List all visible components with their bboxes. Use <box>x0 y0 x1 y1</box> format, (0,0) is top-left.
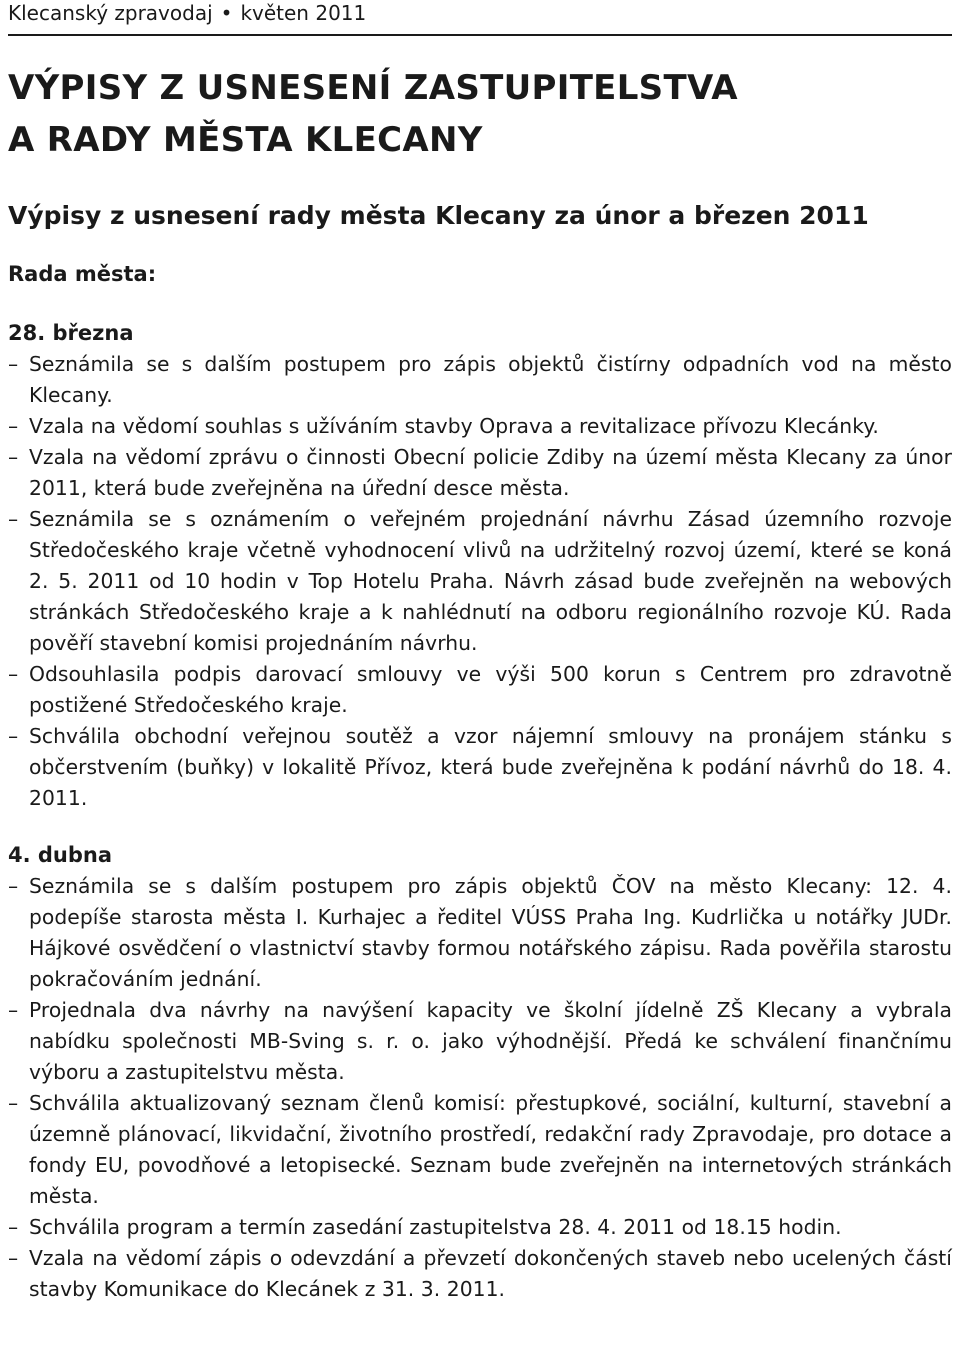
item-text: Seznámila se s dalším postupem pro zápis objektů ČOV na město Klecany: 12. 4. podepíše starosta města I. Kurhajec a ředitel VÚSS Praha Ing. Kudrlička u notářky JUDr. Hájkové osvědčení o vlastnictví stavby formou notářského zápisu. Rada pověřila starostu pokračováním jednání. <box>29 874 952 991</box>
item-text: Vzala na vědomí zápis o odevzdání a převzetí dokončených staveb nebo ucelených částí stavby Komunikace do Klecánek z 31. 3. 2011. <box>29 1246 952 1301</box>
issue-date: květen 2011 <box>240 1 367 25</box>
dash-bullet: – <box>8 352 19 376</box>
list-item <box>8 411 952 442</box>
item-text: Projednala dva návrhy na navýšení kapacity ve školní jídelně ZŠ Klecany a vybrala nabídku společnosti MB-Sving s. r. o. jako výhodnější. Předá ke schválení finančnímu výboru a zastupitelstvu města. <box>29 998 952 1084</box>
dash-bullet: – <box>8 507 19 531</box>
header-bullet: • <box>220 1 233 25</box>
page-title <box>8 62 952 166</box>
list-item <box>8 504 952 659</box>
list-item <box>8 1243 952 1305</box>
page-title-line-2: A RADY MĚSTA KLECANY <box>8 120 483 160</box>
dash-bullet: – <box>8 998 19 1022</box>
dash-bullet: – <box>8 662 19 686</box>
item-text: Seznámila se s dalším postupem pro zápis objektů čistírny odpadních vod na město Klecany. <box>29 352 952 407</box>
dash-bullet: – <box>8 1091 19 1115</box>
dash-bullet: – <box>8 724 19 748</box>
list-item <box>8 1212 952 1243</box>
item-text: Schválila aktualizovaný seznam členů komisí: přestupkové, sociální, kulturní, stavební a územně plánovací, likvidační, životního prostředí, redakční rady Zpravodaje, pro dotace a fondy EU, povodňové a letopisecké. Seznam bude zveřejněn na internetových stránkách města. <box>29 1091 952 1208</box>
section-march-28 <box>8 318 952 814</box>
page-title-line-1: VÝPISY Z USNESENÍ ZASTUPITELSTVA <box>8 68 738 108</box>
list-item <box>8 349 952 411</box>
list-item <box>8 995 952 1088</box>
list-item <box>8 871 952 995</box>
item-text: Schválila obchodní veřejnou soutěž a vzor nájemní smlouvy na pronájem stánku s občerstvením (buňky) v lokalitě Přívoz, která bude zveřejněna k podání návrhů do 18. 4. 2011. <box>29 724 952 810</box>
dash-bullet: – <box>8 1215 19 1239</box>
list-item <box>8 442 952 504</box>
resolution-list <box>8 349 952 814</box>
dash-bullet: – <box>8 874 19 898</box>
section-date: 28. března <box>8 321 134 345</box>
item-text: Vzala na vědomí souhlas s užíváním stavby Oprava a revitalizace přívozu Klecánky. <box>29 414 879 438</box>
section-april-4 <box>8 840 952 1305</box>
section-date: 4. dubna <box>8 843 113 867</box>
resolution-list <box>8 871 952 1305</box>
item-text: Seznámila se s oznámením o veřejném projednání návrhu Zásad územního rozvoje Středočeského kraje včetně vyhodnocení vlivů na udržitelný rozvoj území, které se koná 2. 5. 2011 od 10 hodin v Top Hotelu Praha. Návrh zásad bude zveřejněn na webových stránkách Středočeského kraje a k nahlédnutí na odboru regionálního rozvoje KÚ. Rada pověří stavební komisi projednáním návrhu. <box>29 507 952 655</box>
article-subtitle: Výpisy z usnesení rady města Klecany za únor a březen 2011 <box>8 201 869 230</box>
list-item <box>8 721 952 814</box>
running-header <box>8 0 952 36</box>
dash-bullet: – <box>8 445 19 469</box>
list-item <box>8 1088 952 1212</box>
item-text: Schválila program a termín zasedání zastupitelstva 28. 4. 2011 od 18.15 hodin. <box>29 1215 842 1239</box>
dash-bullet: – <box>8 414 19 438</box>
list-item <box>8 659 952 721</box>
dash-bullet: – <box>8 1246 19 1270</box>
item-text: Odsouhlasila podpis darovací smlouvy ve výši 500 korun s Centrem pro zdravotně postižené Středočeského kraje. <box>29 662 952 717</box>
publication-name: Klecanský zpravodaj <box>8 1 213 25</box>
item-text: Vzala na vědomí zprávu o činnosti Obecní policie Zdiby na území města Klecany za únor 2011, která bude zveřejněna na úřední desce města. <box>29 445 952 500</box>
body-label: Rada města: <box>8 262 157 286</box>
